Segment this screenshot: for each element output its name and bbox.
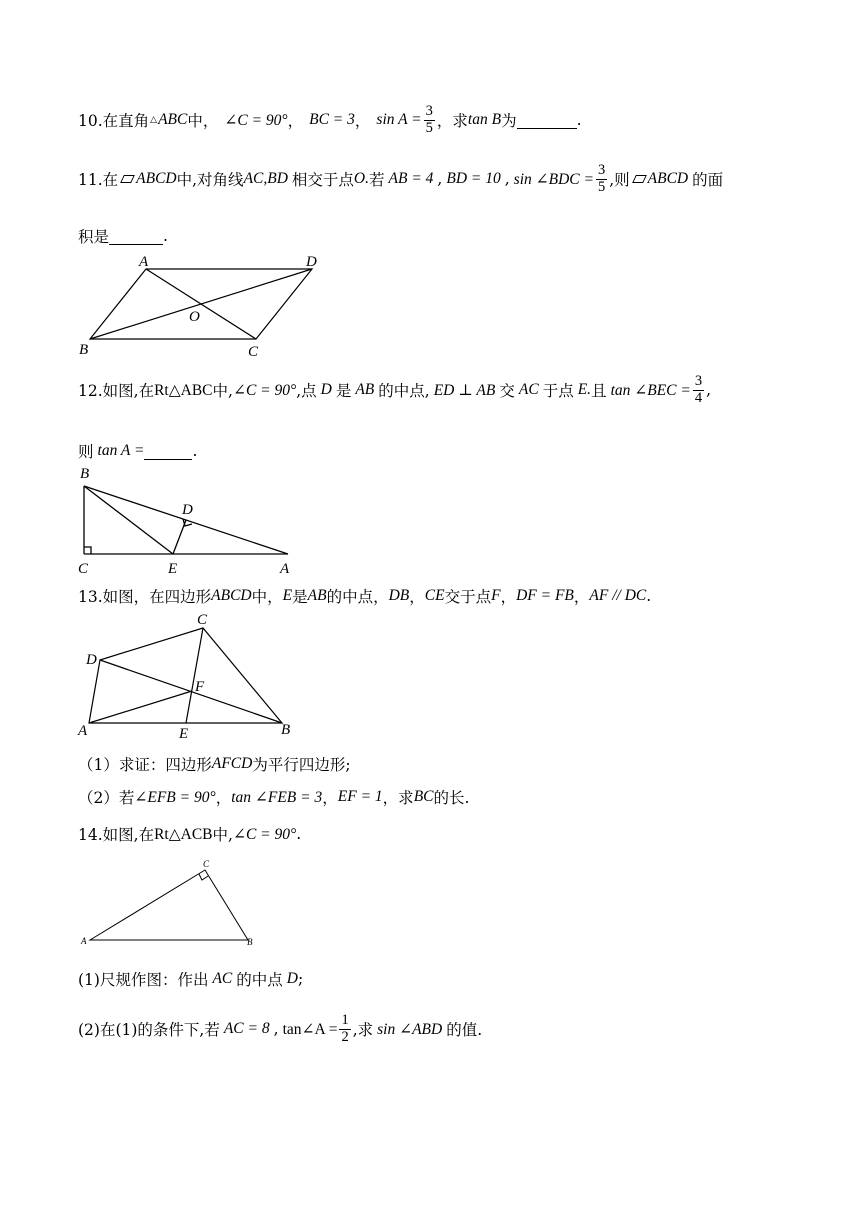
q11-ab: AB = 4 <box>388 170 434 188</box>
q14-frac-den: 2 <box>341 1028 349 1045</box>
q14-triangle-figure <box>76 855 266 950</box>
q13-s1-text-c: 为平行四边形; <box>252 756 351 774</box>
q13-label-a: A <box>78 723 88 739</box>
q11-text-3: 中,对角线 <box>176 171 244 190</box>
q12-end: . <box>192 442 198 460</box>
q13-s1-afcd: AFCD <box>211 755 253 772</box>
q12-right-angle-c <box>84 547 91 554</box>
q11-label-b: B <box>79 342 89 358</box>
q13-subquestion-1 <box>78 753 351 775</box>
q12-tan-a: tan A = <box>97 442 145 459</box>
q13-db: DB <box>388 587 410 604</box>
q14-right-angle-c <box>199 874 208 880</box>
q12-text-3: 中, <box>212 382 233 401</box>
q12-point-d: D <box>320 381 332 399</box>
q11-diagonal-bd <box>90 269 312 339</box>
q10-text-9: ，求 <box>436 112 468 131</box>
q11-text-15: 的面 <box>692 171 724 190</box>
q14-s1-end: ; <box>298 970 304 988</box>
q14-s1-ac: AC <box>212 970 233 987</box>
q10-text <box>78 104 582 137</box>
q12-text-13: 于点 <box>542 382 574 401</box>
q12-text-line2 <box>78 440 197 462</box>
q12-label-e: E <box>168 561 178 577</box>
q10-bc: BC = 3 <box>309 111 355 129</box>
q14-s2-text-e: ,求 <box>352 1021 374 1040</box>
q13-point-f: F <box>491 587 501 604</box>
q10-frac-den: 5 <box>425 119 433 136</box>
q12-text-18: 则 <box>78 443 94 461</box>
q11-sin-bdc: sin ∠BDC = <box>513 170 594 188</box>
q10-angle-c: ∠C = 90° <box>224 111 288 129</box>
q10-fraction <box>424 104 435 137</box>
q11-parallelogram-figure <box>76 250 336 360</box>
q12-label-d: D <box>182 502 193 518</box>
q10-end: . <box>576 111 582 130</box>
q11-answer-blank <box>109 228 163 245</box>
q14-s2-ac: AC = 8 <box>223 1020 270 1038</box>
q13-label-e: E <box>179 726 189 742</box>
q13-segment-ce <box>186 628 203 723</box>
q11-text-line2 <box>78 225 168 247</box>
q12-text-9: 的中点, <box>378 382 430 401</box>
q13-ab: AB <box>307 587 327 604</box>
q10-sep-2: ， <box>354 112 371 131</box>
q12-fraction <box>693 374 704 407</box>
q13-text-7: 的中点， <box>326 588 389 606</box>
q13-ce: CE <box>424 587 445 604</box>
q14-label-c: C <box>203 859 210 869</box>
q13-point-e: E <box>282 587 293 604</box>
q14-fraction <box>339 1013 350 1046</box>
q14-s1-point-d: D <box>286 970 298 987</box>
q13-df-fb: DF = FB <box>516 587 574 604</box>
q13-s2-text-g: ，求 <box>382 789 414 807</box>
q13-text-11: 交于点 <box>444 588 492 606</box>
q11-end: . <box>163 227 168 245</box>
q11-text-7: 若 <box>369 171 385 190</box>
q14-triangle-acb <box>90 870 248 940</box>
q10-text-3: 中， <box>187 112 219 131</box>
q14-s2-sin-abd: sin ∠ABD <box>377 1020 443 1038</box>
q13-prefix: 13.如图，在四边形 <box>78 588 212 606</box>
q14-text-3: 中, <box>212 826 233 844</box>
q14-s2-sep: , <box>273 1020 279 1039</box>
q12-triangle: Rt△ABC <box>154 381 213 399</box>
q11-text <box>78 163 723 196</box>
q14-s1-text-a: (1)尺规作图：作出 <box>78 971 209 989</box>
q13-label-b: B <box>281 722 291 738</box>
q12-tan-bec: tan ∠BEC = <box>610 381 691 399</box>
q11-label-d: D <box>306 254 317 270</box>
q13-label-f: F <box>195 679 205 695</box>
q14-angle-c: ∠C = 90° <box>232 825 297 843</box>
q10-answer-blank <box>517 112 577 129</box>
q10-sep-1: ， <box>287 112 304 131</box>
q12-text-5: ,点 <box>296 382 317 401</box>
q12-triangle-figure <box>76 462 306 577</box>
q13-label-d: D <box>86 652 97 668</box>
triangle-icon: △ <box>150 115 158 126</box>
q14-label-a: A <box>81 936 87 946</box>
q11-text-13: ,则 <box>609 171 630 190</box>
q13-subquestion-2 <box>78 786 469 808</box>
q14-prefix: 14.如图,在 <box>78 826 155 844</box>
q13-end: . <box>646 587 652 605</box>
q14-end: . <box>296 825 302 843</box>
q10-tan-b: tan B <box>467 111 502 129</box>
q14-s1-text-c: 的中点 <box>236 971 283 989</box>
q10-sin-a: sin A = <box>376 111 422 129</box>
parallelogram-icon <box>632 175 647 183</box>
q12-label-a: A <box>280 561 290 577</box>
q12-frac-num: 3 <box>694 373 703 389</box>
q10-prefix: 10.在直角 <box>78 112 150 131</box>
q11-sep-2: , <box>504 170 510 189</box>
q12-label-b: B <box>80 466 90 482</box>
q13-text-9: ， <box>409 588 425 606</box>
q11-abcd-2: ABCD <box>647 170 689 188</box>
q14-subquestion-2 <box>78 1013 482 1046</box>
q13-s2-sep-2: ， <box>322 789 338 807</box>
q10-triangle: ABC <box>158 111 188 129</box>
q14-label-b: B <box>247 937 253 947</box>
q13-text <box>78 585 651 607</box>
q14-subquestion-1 <box>78 968 303 990</box>
q14-text <box>78 823 301 845</box>
q13-text-5: 是 <box>292 588 308 606</box>
q13-label-c: C <box>197 612 208 628</box>
q14-s2-text-a: (2)在(1)的条件下,若 <box>78 1021 220 1040</box>
q12-frac-den: 4 <box>694 389 703 406</box>
q11-label-a: A <box>139 254 149 270</box>
q11-abcd: ABCD <box>136 170 177 188</box>
q10-frac-num: 3 <box>425 103 433 119</box>
q11-bd: BD = 10 <box>446 170 501 188</box>
q12-ab: AB <box>355 381 375 399</box>
q13-text-15: ， <box>573 588 590 606</box>
q11-label-o: O <box>189 309 200 325</box>
q12-segment-ed <box>173 520 186 554</box>
q13-af-dc: AF // DC <box>589 587 647 604</box>
q11-fraction <box>596 163 607 196</box>
q12-text-15: 且 <box>591 382 607 401</box>
q14-s2-tan-a: tan∠A = <box>282 1020 338 1038</box>
q13-s2-sep-1: ， <box>215 789 232 807</box>
q13-s1-text-a: （1）求证：四边形 <box>78 756 212 774</box>
q13-s2-tan-feb: tan ∠FEB = 3 <box>231 788 323 806</box>
q13-segment-af <box>89 691 192 723</box>
q11-frac-num: 3 <box>597 162 606 178</box>
q12-ed-perp-ab: ED ⊥ AB <box>433 381 496 399</box>
q12-text-11: 交 <box>499 382 515 401</box>
q14-triangle: Rt△ACB <box>154 825 213 843</box>
q12-text-7: 是 <box>335 382 352 401</box>
q12-prefix: 12.如图,在 <box>78 382 155 401</box>
q13-s2-text-i: 的长. <box>433 789 470 807</box>
q12-angle-c: ∠C = 90° <box>232 381 297 399</box>
q11-prefix: 11.在 <box>78 171 119 190</box>
q13-s2-text-a: （2）若 <box>78 789 135 807</box>
q12-label-c: C <box>78 561 89 577</box>
q13-quadrilateral-figure <box>76 610 306 742</box>
q13-s2-ef: EF = 1 <box>337 788 383 805</box>
q12-text-17: , <box>706 381 712 400</box>
q11-diagonals: AC,BD <box>243 170 288 188</box>
q11-point-o: O. <box>353 170 369 188</box>
q12-text <box>78 374 711 407</box>
q11-text-5: 相交于点 <box>291 171 354 190</box>
q13-text-3: 中， <box>251 588 283 606</box>
q11-text-16: 积是 <box>78 228 110 246</box>
q13-s2-angle-efb: ∠EFB = 90° <box>134 788 216 806</box>
q12-segment-be <box>84 486 173 554</box>
q14-s2-end: 的值. <box>446 1021 483 1040</box>
q12-answer-blank <box>144 443 192 460</box>
q11-label-c: C <box>248 344 259 360</box>
q13-text-13: ， <box>500 588 517 606</box>
q10-text-11: 为 <box>501 112 517 131</box>
q12-ac: AC <box>518 381 539 399</box>
q11-sep-1: , <box>437 170 443 189</box>
q13-s2-bc: BC <box>413 788 434 805</box>
q13-abcd: ABCD <box>211 587 252 604</box>
q13-quadrilateral <box>89 628 282 723</box>
q14-frac-num: 1 <box>341 1012 349 1028</box>
q11-frac-den: 5 <box>597 178 606 195</box>
parallelogram-icon <box>120 175 135 183</box>
q12-point-e: E. <box>577 381 592 399</box>
